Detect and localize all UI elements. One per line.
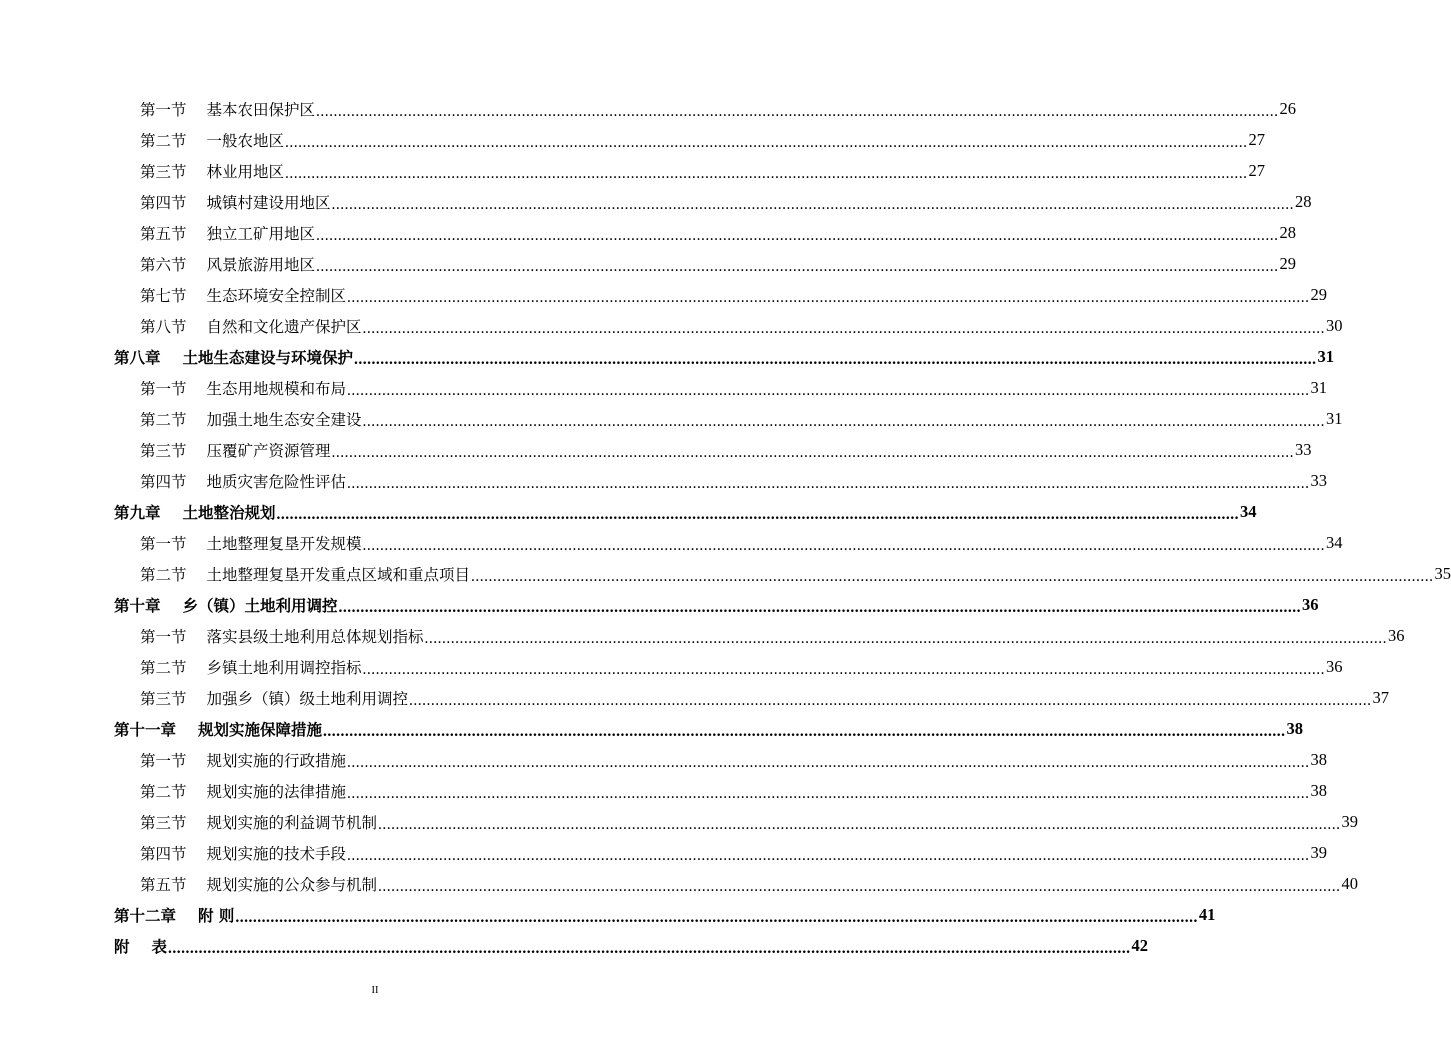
toc-section-entry[interactable] <box>0 372 1328 403</box>
toc-entry-number: 第四节 <box>140 193 187 212</box>
toc-entry-page-number: 40 <box>1341 873 1359 893</box>
toc-entry-label <box>140 656 362 678</box>
toc-entry-page-number: 31 <box>1326 408 1343 428</box>
toc-section-entry[interactable] <box>0 682 1390 713</box>
toc-entry-page-number: 36 <box>1388 625 1405 645</box>
toc-section-entry[interactable] <box>0 155 1266 186</box>
toc-entry-page-number: 37 <box>1372 687 1390 707</box>
toc-dot-leader: ............................................................................................................................................................................................................................ <box>347 754 1310 771</box>
toc-entry-number: 第十章 <box>114 595 161 615</box>
toc-section-entry[interactable] <box>0 310 1343 341</box>
toc-dot-leader: ............................................................................................................................................................................................................................ <box>378 816 1341 833</box>
toc-entry-page-number: 28 <box>1279 222 1297 242</box>
toc-entry-number: 第一节 <box>140 100 187 119</box>
toc-entry-number: 第六节 <box>140 255 187 274</box>
toc-entry-page-number: 27 <box>1248 129 1266 149</box>
page-footer-number: II <box>371 985 379 996</box>
toc-entry-number: 第二节 <box>140 782 187 801</box>
toc-entry-title: 规划实施的利益调节机制 <box>206 813 378 832</box>
toc-entry-label <box>140 253 315 275</box>
toc-section-entry[interactable] <box>0 403 1343 434</box>
toc-entry-number: 第九章 <box>114 502 161 522</box>
toc-dot-leader: ............................................................................................................................................................................................................................ <box>276 506 1240 523</box>
toc-entry-label <box>140 129 284 151</box>
toc-entry-title: 风景旅游用地区 <box>206 255 316 274</box>
toc-entry-label <box>140 532 362 554</box>
toc-entry-title: 一般农地区 <box>206 131 285 150</box>
toc-chapter-entry[interactable] <box>0 341 1335 372</box>
toc-section-entry[interactable] <box>0 434 1312 465</box>
toc-entry-title: 加强土地生态安全建设 <box>206 410 362 429</box>
toc-dot-leader: ............................................................................................................................................................................................................................ <box>362 320 1326 337</box>
toc-dot-leader: ............................................................................................................................................................................................................................ <box>331 444 1295 461</box>
toc-dot-leader: ............................................................................................................................................................................................................................ <box>362 413 1326 430</box>
toc-entry-title: 自然和文化遗产保护区 <box>206 317 362 336</box>
toc-entry-number: 第三节 <box>140 813 187 832</box>
toc-entry-title: 表 <box>151 936 168 956</box>
toc-entry-number: 第八节 <box>140 317 187 336</box>
toc-entry-page-number: 29 <box>1310 284 1328 304</box>
toc-entry-label <box>140 780 346 802</box>
toc-entry-label <box>140 191 331 213</box>
toc-dot-leader: ............................................................................................................................................................................................................................ <box>285 134 1248 151</box>
toc-section-entry[interactable] <box>0 248 1297 279</box>
toc-section-entry[interactable] <box>0 744 1328 775</box>
toc-entry-number: 第二节 <box>140 565 187 584</box>
toc-dot-leader: ............................................................................................................................................................................................................................ <box>331 196 1295 213</box>
toc-entry-page-number: 42 <box>1131 935 1149 955</box>
table-of-contents <box>0 93 1451 961</box>
toc-entry-title: 土地生态建设与环境保护 <box>182 347 354 367</box>
toc-entry-label <box>140 687 408 709</box>
toc-entry-page-number: 38 <box>1310 780 1328 800</box>
toc-dot-leader: ............................................................................................................................................................................................................................ <box>347 785 1310 802</box>
toc-entry-title: 地质灾害危险性评估 <box>206 472 347 491</box>
toc-entry-label <box>140 873 377 895</box>
toc-entry-page-number: 39 <box>1310 842 1328 862</box>
toc-entry-label <box>114 904 234 926</box>
toc-section-entry[interactable] <box>0 93 1297 124</box>
toc-entry-number: 第三节 <box>140 162 187 181</box>
toc-entry-title: 加强乡（镇）级土地利用调控 <box>206 689 409 708</box>
toc-entry-number: 第四节 <box>140 472 187 491</box>
toc-section-entry[interactable] <box>0 527 1343 558</box>
toc-entry-title: 生态环境安全控制区 <box>206 286 347 305</box>
toc-entry-title: 规划实施的公众参与机制 <box>206 875 378 894</box>
toc-section-entry[interactable] <box>0 806 1359 837</box>
toc-entry-number: 第一节 <box>140 751 187 770</box>
toc-entry-page-number: 35 <box>1434 563 1451 583</box>
toc-entry-page-number: 31 <box>1310 377 1328 397</box>
toc-section-entry[interactable] <box>0 651 1343 682</box>
toc-dot-leader: ............................................................................................................................................................................................................................ <box>316 258 1279 275</box>
toc-entry-label <box>114 718 322 740</box>
toc-entry-page-number: 34 <box>1240 501 1257 521</box>
toc-entry-page-number: 27 <box>1248 160 1266 180</box>
toc-section-entry[interactable] <box>0 124 1266 155</box>
toc-section-entry[interactable] <box>0 465 1328 496</box>
toc-entry-page-number: 28 <box>1295 191 1312 211</box>
toc-entry-title: 乡镇土地利用调控指标 <box>206 658 362 677</box>
toc-entry-title: 乡（镇）土地利用调控 <box>182 595 338 615</box>
toc-entry-number: 第三节 <box>140 441 187 460</box>
toc-entry-label <box>140 470 346 492</box>
toc-dot-leader: ............................................................................................................................................................................................................................ <box>285 165 1248 182</box>
toc-entry-label <box>114 594 338 616</box>
toc-entry-number: 第十一章 <box>114 719 177 739</box>
toc-dot-leader: ............................................................................................................................................................................................................................ <box>347 289 1310 306</box>
toc-entry-title: 土地整理复垦开发规模 <box>206 534 362 553</box>
toc-dot-leader: ............................................................................................................................................................................................................................ <box>347 475 1310 492</box>
toc-entry-title: 附 则 <box>198 905 235 925</box>
toc-entry-page-number: 31 <box>1317 346 1335 366</box>
toc-entry-label <box>140 284 346 306</box>
toc-entry-label <box>140 408 362 430</box>
toc-entry-page-number: 38 <box>1310 749 1328 769</box>
toc-entry-page-number: 36 <box>1326 656 1343 676</box>
toc-dot-leader: ............................................................................................................................................................................................................................ <box>347 382 1310 399</box>
toc-entry-title: 压覆矿产资源管理 <box>206 441 331 460</box>
toc-entry-title: 土地整理复垦开发重点区域和重点项目 <box>206 565 471 584</box>
toc-entry-page-number: 30 <box>1326 315 1343 335</box>
toc-entry-page-number: 29 <box>1279 253 1297 273</box>
toc-section-entry[interactable] <box>0 620 1405 651</box>
toc-entry-number: 第二节 <box>140 131 187 150</box>
toc-entry-label <box>114 346 353 368</box>
toc-section-entry[interactable] <box>0 217 1297 248</box>
toc-entry-page-number: 36 <box>1302 594 1319 614</box>
toc-entry-title: 落实县级土地利用总体规划指标 <box>206 627 424 646</box>
toc-entry-title: 生态用地规模和布局 <box>206 379 347 398</box>
toc-entry-title: 规划实施的行政措施 <box>206 751 347 770</box>
toc-entry-label <box>140 222 315 244</box>
toc-section-entry[interactable] <box>0 279 1328 310</box>
toc-dot-leader: ............................................................................................................................................................................................................................ <box>362 537 1326 554</box>
toc-dot-leader: ............................................................................................................................................................................................................................ <box>347 847 1310 864</box>
toc-entry-label <box>140 315 362 337</box>
toc-section-entry[interactable] <box>0 775 1328 806</box>
toc-entry-label <box>140 98 315 120</box>
toc-entry-label <box>140 160 284 182</box>
toc-chapter-entry[interactable] <box>0 589 1319 620</box>
toc-section-entry[interactable] <box>0 186 1312 217</box>
toc-chapter-entry[interactable] <box>0 713 1304 744</box>
toc-entry-number: 第二节 <box>140 658 187 677</box>
toc-entry-title: 林业用地区 <box>206 162 285 181</box>
toc-entry-label <box>140 749 346 771</box>
toc-entry-label <box>140 625 424 647</box>
toc-dot-leader: ............................................................................................................................................................................................................................ <box>409 692 1372 709</box>
toc-entry-number: 第八章 <box>114 347 161 367</box>
toc-entry-page-number: 26 <box>1279 98 1297 118</box>
toc-entry-title: 规划实施的技术手段 <box>206 844 347 863</box>
toc-entry-page-number: 38 <box>1286 718 1304 738</box>
toc-dot-leader: ............................................................................................................................................................................................................................ <box>424 630 1388 647</box>
toc-dot-leader: ............................................................................................................................................................................................................................ <box>338 599 1302 616</box>
toc-entry-number: 第一节 <box>140 534 187 553</box>
toc-entry-number: 第五节 <box>140 875 187 894</box>
toc-dot-leader: ............................................................................................................................................................................................................................ <box>316 103 1279 120</box>
toc-chapter-entry[interactable] <box>0 496 1257 527</box>
toc-entry-number: 第四节 <box>140 844 187 863</box>
toc-entry-label <box>140 563 470 585</box>
toc-entry-page-number: 33 <box>1295 439 1312 459</box>
toc-entry-title: 基本农田保护区 <box>206 100 316 119</box>
toc-entry-number: 第一节 <box>140 379 187 398</box>
toc-entry-title: 独立工矿用地区 <box>206 224 316 243</box>
toc-entry-page-number: 33 <box>1310 470 1328 490</box>
toc-entry-number: 第三节 <box>140 689 187 708</box>
toc-entry-title: 城镇村建设用地区 <box>206 193 331 212</box>
toc-entry-label <box>114 935 167 957</box>
toc-dot-leader: ............................................................................................................................................................................................................................ <box>316 227 1279 244</box>
toc-entry-label <box>140 811 377 833</box>
toc-entry-label <box>114 501 276 523</box>
toc-entry-number: 附 <box>114 936 130 956</box>
toc-entry-label <box>140 842 346 864</box>
toc-entry-number: 第五节 <box>140 224 187 243</box>
toc-entry-number: 第一节 <box>140 627 187 646</box>
toc-dot-leader: ............................................................................................................................................................................................................................ <box>378 878 1341 895</box>
toc-dot-leader: ............................................................................................................................................................................................................................ <box>235 909 1198 926</box>
toc-dot-leader: ............................................................................................................................................................................................................................ <box>168 940 1131 957</box>
toc-entry-page-number: 34 <box>1326 532 1343 552</box>
toc-dot-leader: ............................................................................................................................................................................................................................ <box>323 723 1286 740</box>
toc-chapter-entry[interactable] <box>0 930 1149 961</box>
toc-entry-label <box>140 439 331 461</box>
toc-entry-number: 第七节 <box>140 286 187 305</box>
toc-entry-page-number: 39 <box>1341 811 1359 831</box>
toc-chapter-entry[interactable] <box>0 899 1216 930</box>
toc-dot-leader: ............................................................................................................................................................................................................................ <box>354 351 1317 368</box>
toc-dot-leader: ............................................................................................................................................................................................................................ <box>471 568 1434 585</box>
toc-entry-label <box>140 377 346 399</box>
toc-entry-page-number: 41 <box>1198 904 1216 924</box>
toc-entry-title: 土地整治规划 <box>182 502 276 522</box>
toc-entry-number: 第二节 <box>140 410 187 429</box>
toc-entry-title: 规划实施保障措施 <box>198 719 323 739</box>
toc-entry-number: 第十二章 <box>114 905 177 925</box>
toc-entry-title: 规划实施的法律措施 <box>206 782 347 801</box>
toc-section-entry[interactable] <box>0 868 1359 899</box>
toc-section-entry[interactable] <box>0 558 1451 589</box>
toc-section-entry[interactable] <box>0 837 1328 868</box>
toc-dot-leader: ............................................................................................................................................................................................................................ <box>362 661 1326 678</box>
